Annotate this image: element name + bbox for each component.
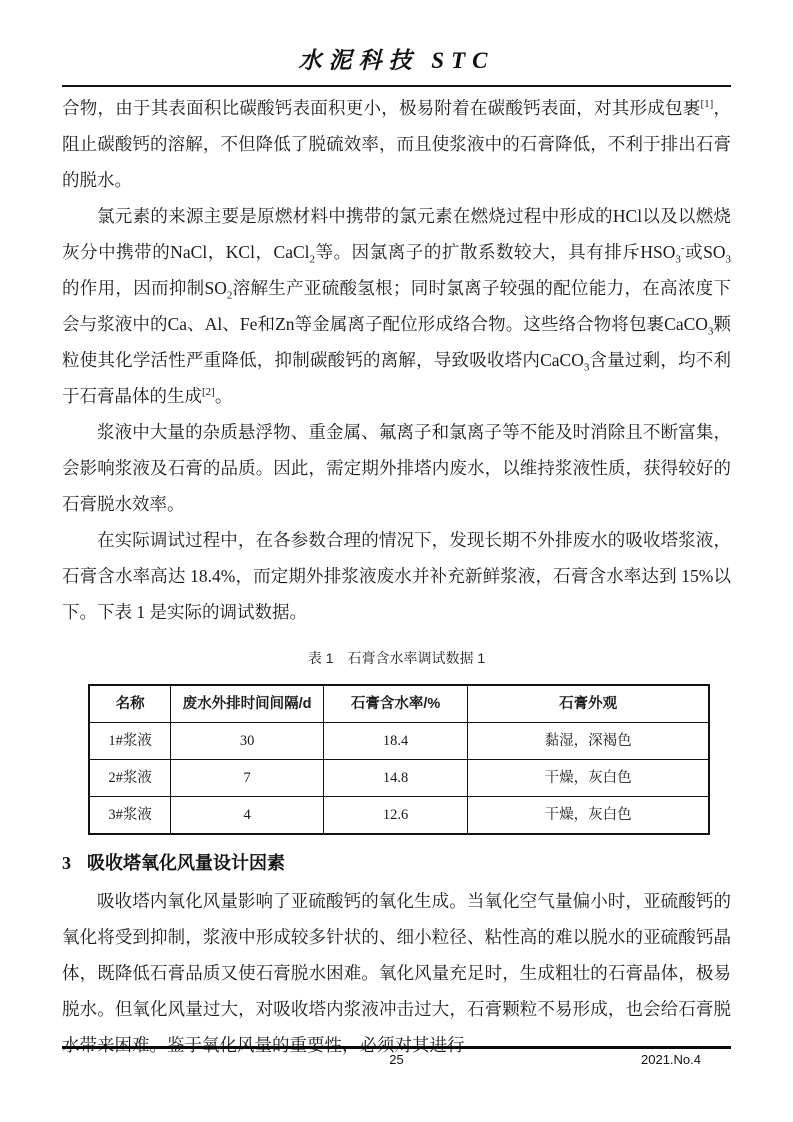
text-run: 含量过剩，均不利于石膏晶体的生成 xyxy=(62,350,732,406)
table-cell: 7 xyxy=(171,760,324,797)
sub-run: 2 xyxy=(226,289,233,302)
sub-run: 3 xyxy=(675,253,681,266)
table-cell: 2#浆液 xyxy=(89,760,171,797)
table-row xyxy=(89,760,709,797)
table-cell: 干燥，灰白色 xyxy=(468,760,709,797)
table-header-cell: 名称 xyxy=(89,685,171,723)
paragraph xyxy=(62,90,731,198)
table-cell: 30 xyxy=(171,723,324,760)
footer-rule xyxy=(62,1046,731,1049)
section-number: 3 xyxy=(62,853,71,873)
sup-run: [1] xyxy=(700,98,714,111)
table-cell: 14.8 xyxy=(323,760,467,797)
text-run: 合物，由于其表面积比碳酸钙表面积更小，极易附着在碳酸钙表面，对其形成包裹 xyxy=(62,98,701,118)
sub-run: 3 xyxy=(707,325,714,338)
issue-number: 2021.No.4 xyxy=(641,1052,701,1067)
table-cell: 干燥，灰白色 xyxy=(468,797,709,835)
text-run: 等。因氯离子的扩散系数较大，具有排斥HSO xyxy=(315,242,676,262)
table-row xyxy=(89,723,709,760)
paragraph xyxy=(62,198,731,414)
document-page xyxy=(62,0,731,1063)
text-run: 。 xyxy=(214,386,233,406)
table-header-row xyxy=(89,685,709,723)
text-run: 颗粒使其化学活性严重降低，抑制碳酸钙的离解，导致吸收塔内CaCO xyxy=(62,314,731,370)
article-body xyxy=(62,90,731,1063)
table-header-cell: 石膏外观 xyxy=(468,685,709,723)
page-footer xyxy=(62,1046,731,1074)
text-run: 溶解生产亚硫酸氢根；同时氯离子较强的配位能力，在高浓度下会与浆液中的Ca、Al、Fe和Zn等金属离子配位形成络合物。这些络合物将包裹CaCO xyxy=(62,278,731,334)
section-title: 吸收塔氧化风量设计因素 xyxy=(87,853,285,873)
table-row xyxy=(89,797,709,835)
table-cell: 黏湿，深褐色 xyxy=(468,723,709,760)
text-run: 或SO xyxy=(684,242,726,262)
paragraph-group-top xyxy=(62,90,731,630)
text-run: 浆液中大量的杂质悬浮物、重金属、氟离子和氯离子等不能及时消除且不断富集，会影响浆液及石膏的品质。因此，需定期外排塔内废水，以维持浆液性质，获得较好的石膏脱水效率。 xyxy=(62,422,731,514)
sub-run: 2 xyxy=(309,253,316,266)
header-rule xyxy=(62,85,731,87)
table-cell: 1#浆液 xyxy=(89,723,171,760)
table-header-cell: 废水外排时间间隔/d xyxy=(171,685,324,723)
paragraph xyxy=(62,414,731,522)
sup-run: [2] xyxy=(202,386,215,399)
text-run: 的作用，因而抑制SO xyxy=(62,278,227,298)
table-header-cell: 石膏含水率/% xyxy=(323,685,467,723)
sub-run: 3 xyxy=(725,253,732,266)
data-table xyxy=(88,684,710,835)
footer-row xyxy=(62,1052,731,1074)
table-cell: 4 xyxy=(171,797,324,835)
text-run: ，阻止碳酸钙的溶解，不但降低了脱硫效率，而且使浆液中的石膏降低，不利于排出石膏的脱水。 xyxy=(62,98,731,190)
text-run: 在实际调试过程中，在各参数合理的情况下，发现长期不外排废水的吸收塔浆液，石膏含水率高达 18.4%，而定期外排浆液废水并补充新鲜浆液，石膏含水率达到 15%以下。下表 1 是实际的调试数据。 xyxy=(62,530,731,622)
page-number: 25 xyxy=(389,1052,404,1067)
table-cell: 3#浆液 xyxy=(89,797,171,835)
journal-title: 水泥科技 STC xyxy=(298,48,495,73)
sup-run: - xyxy=(680,242,685,255)
text-run: 吸收塔内氧化风量影响了亚硫酸钙的氧化生成。当氧化空气量偏小时，亚硫酸钙的氧化将受到抑制，浆液中形成较多针状的、细小粒径、粘性高的难以脱水的亚硫酸钙晶体，既降低石膏品质又使石膏脱水困难。氧化风量充足时，生成粗壮的石膏晶体，极易脱水。但氧化风量过大，对吸收塔内浆液冲击过大，石膏颗粒不易形成，也会给石膏脱水带来困难。鉴于氧化风量的重要性，必须对其进行 xyxy=(62,891,731,1055)
paragraph xyxy=(62,883,731,1063)
paragraph xyxy=(62,522,731,630)
paragraph-group-section xyxy=(62,883,731,1063)
table-cell: 18.4 xyxy=(323,723,467,760)
table-caption: 表 1 石膏含水率调试数据 1 xyxy=(307,650,486,666)
table-cell: 12.6 xyxy=(323,797,467,835)
text-run: 氯元素的来源主要是原燃材料中携带的氯元素在燃烧过程中形成的HCl以及以燃烧灰分中携带的NaCl，KCl，CaCl xyxy=(62,206,731,262)
table-body xyxy=(89,723,709,835)
section-heading xyxy=(62,845,731,881)
sub-run: 3 xyxy=(583,361,590,374)
